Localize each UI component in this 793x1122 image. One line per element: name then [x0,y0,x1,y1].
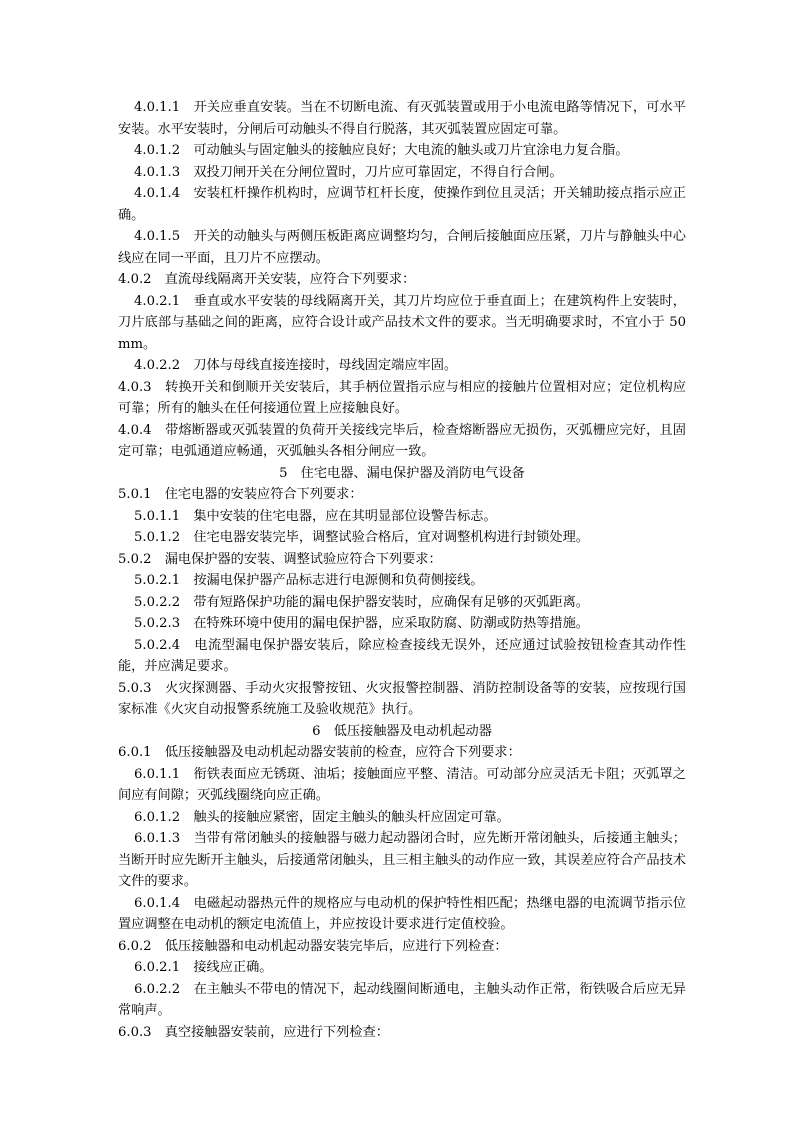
clause-paragraph: 6.0.1.2 触头的接触应紧密，固定主触头的触头杆应固定可靠。 [134,809,510,825]
clause-paragraph: 6.0.1.1 衔铁表面应无锈斑、油垢；接触面应平整、清洁。可动部分应灵活无卡阻；灭弧罩之间应有间隙；灭弧线圈绕向应正确。 [118,766,686,803]
clause-paragraph: 5.0.2.1 按漏电保护器产品标志进行电源侧和负荷侧接线。 [134,573,484,588]
clause-paragraph: 4.0.1.3 双投刀闸开关在分闸位置时，刀片应可靠固定，不得自行合闸。 [134,164,563,180]
clause-paragraph: 5.0.1.2 住宅电器安装完毕，调整试验合格后，宜对调整机构进行封锁处理。 [134,530,589,545]
clause-paragraph: 4.0.4 带熔断器或灭弧装置的负荷开关接线完毕后，检查熔断器应无损伤，灭弧栅应完好，且固定可靠；电弧通道应畅通，灭弧触头各相分闸应一致。 [118,422,686,459]
section-heading: 5 住宅电器、漏电保护器及消防电气设备 [279,465,525,481]
clause-paragraph: 6.0.3 真空接触器安装前，应进行下列检查： [118,1024,389,1040]
clause-paragraph: 4.0.1.1 开关应垂直安装。当在不切断电流、有灭弧装置或用于小电流电路等情况下，可水平安装。水平安装时，分闸后可动触头不得自行脱落，其灭弧装置应固定可靠。 [118,100,686,137]
clause-paragraph: 5.0.2.3 在特殊环境中使用的漏电保护器，应采取防腐、防潮或防热等措施。 [134,616,589,631]
clause-paragraph: 4.0.2.1 垂直或水平安装的母线隔离开关，其刀片均应位于垂直面上；在建筑构件上安装时，刀片底部与基础之间的距离，应符合设计或产品技术文件的要求。当无明确要求时，不宜小于 50mm。 [118,293,686,352]
clause-paragraph: 4.0.1.4 安装杠杆操作机构时，应调节杠杆长度，使操作到位且灵活；开关辅助接点指示应正确。 [118,186,686,223]
clause-paragraph: 6.0.2.1 接线应正确。 [134,960,273,975]
clause-paragraph: 5.0.1 住宅电器的安装应符合下列要求： [118,487,363,502]
clause-paragraph: 4.0.1.2 可动触头与固定触头的接触应良好；大电流的触头或刀片宜涂电力复合脂。 [134,143,629,158]
clause-paragraph: 6.0.1 低压接触器及电动机起动器安装前的检查，应符合下列要求： [118,745,521,760]
clause-paragraph: 5.0.2.4 电流型漏电保护器安装后，除应检查接线无误外，还应通过试验按钮检查其动作性能，并应满足要求。 [118,637,686,674]
section-heading: 6 低压接触器及电动机起动器 [312,723,492,739]
clause-paragraph: 6.0.1.4 电磁起动器热元件的规格应与电动机的保护特性相匹配；热继电器的电流调节指示位置应调整在电动机的额定电流值上，并应按设计要求进行定值校验。 [118,895,686,932]
document-page [118,97,686,1043]
clause-paragraph: 6.0.1.3 当带有常闭触头的接触器与磁力起动器闭合时，应先断开常闭触头，后接通主触头；当断开时应先断开主触头，后接通常闭触头，且三相主触头的动作应一致，其误差应符合产品技术文件的要求。 [118,831,686,889]
clause-paragraph: 6.0.2 低压接触器和电动机起动器安装完毕后，应进行下列检查： [118,938,508,954]
clause-paragraph: 4.0.2 直流母线隔离开关安装，应符合下列要求： [118,272,416,287]
clause-paragraph: 4.0.1.5 开关的动触头与两侧压板距离应调整均匀，合闸后接触面应压紧，刀片与静触头中心线应在同一平面，且刀片不应摆动。 [118,229,686,266]
clause-paragraph: 5.0.2.2 带有短路保护功能的漏电保护器安装时，应确保有足够的灭弧距离。 [134,594,589,610]
clause-paragraph: 4.0.2.2 刀体与母线直接连接时，母线固定端应牢固。 [134,358,458,373]
clause-paragraph: 5.0.3 火灾探测器、手动火灾报警按钮、火灾报警控制器、消防控制设备等的安装，应按现行国家标准《火灾自动报警系统施工及验收规范》执行。 [118,680,686,717]
clause-paragraph: 5.0.1.1 集中安装的住宅电器，应在其明显部位设警告标志。 [134,508,497,524]
clause-paragraph: 5.0.2 漏电保护器的安装、调整试验应符合下列要求： [118,551,442,567]
clause-paragraph: 4.0.3 转换开关和倒顺开关安装后，其手柄位置指示应与相应的接触片位置相对应；定位机构应可靠；所有的触头在任何接通位置上应接触良好。 [118,379,686,416]
clause-paragraph: 6.0.2.2 在主触头不带电的情况下，起动线圈间断通电，主触头动作正常，衔铁吸合后应无异常响声。 [118,981,686,1018]
